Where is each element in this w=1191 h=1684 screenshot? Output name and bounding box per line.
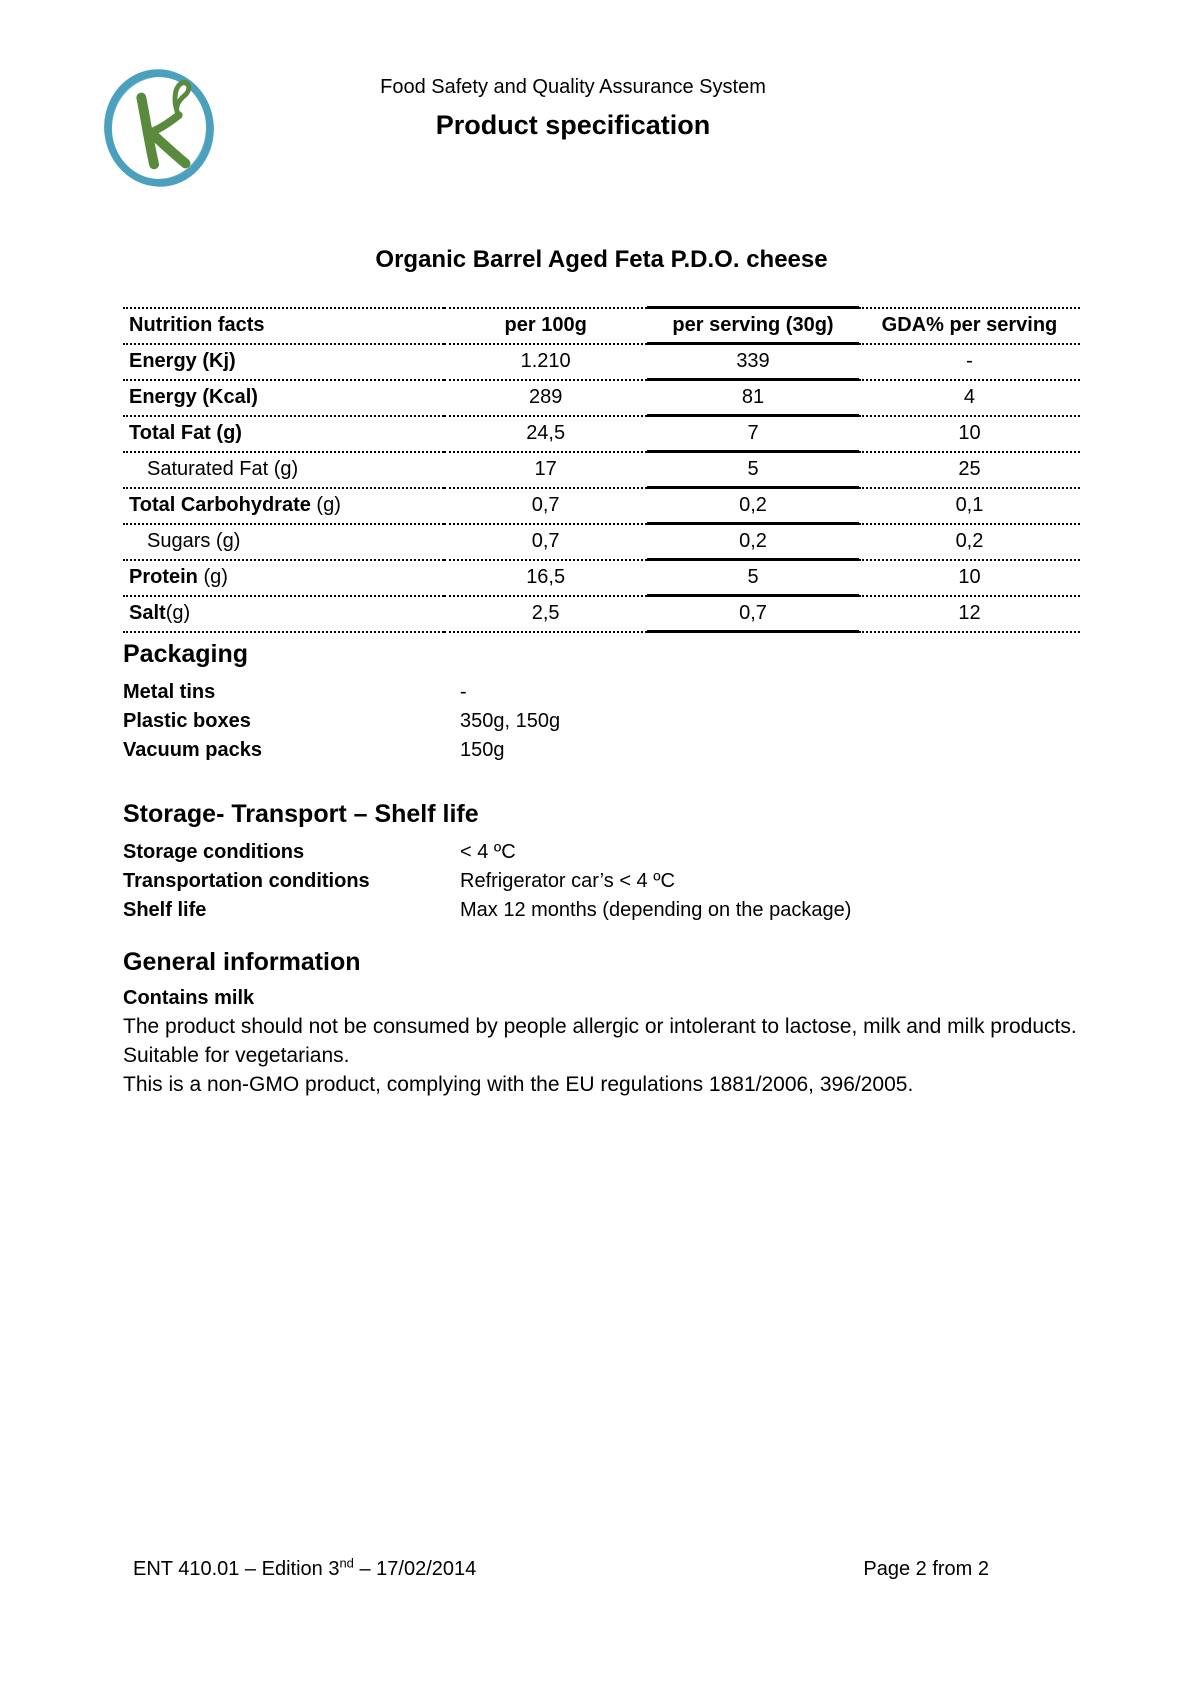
item-value: Refrigerator car’s < 4 ºC bbox=[460, 870, 675, 892]
nutrition-facts-table bbox=[123, 306, 1080, 633]
system-title: Food Safety and Quality Assurance System bbox=[380, 76, 766, 98]
page-number: Page 2 from 2 bbox=[863, 1558, 989, 1580]
header-nutrition-facts: Nutrition facts bbox=[123, 308, 444, 344]
item-label: Metal tins bbox=[123, 681, 216, 703]
table-row-protein: Protein (g) 16,5 5 10 bbox=[123, 560, 1080, 596]
packaging-item-vacuum-packs bbox=[123, 736, 560, 765]
table-row-total-fat bbox=[123, 416, 1080, 452]
cell-value: 10 bbox=[859, 416, 1080, 452]
item-value: 350g, 150g bbox=[460, 710, 561, 732]
cell-value: 289 bbox=[444, 380, 647, 416]
cell-value: 2,5 bbox=[444, 596, 647, 632]
storage-heading: Storage- Transport – Shelf life bbox=[123, 800, 479, 828]
vegetarian-statement: Suitable for vegetarians. bbox=[123, 1044, 350, 1067]
contains-milk-label: Contains milk bbox=[123, 987, 255, 1009]
cell-value: 16,5 bbox=[444, 560, 647, 596]
storage-item-shelf-life bbox=[123, 896, 851, 925]
header-per-100g: per 100g bbox=[444, 308, 647, 344]
table-row-energy-kj bbox=[123, 344, 1080, 380]
general-information-heading: General information bbox=[123, 948, 361, 976]
item-value: - bbox=[460, 681, 467, 703]
packaging-item-plastic-boxes bbox=[123, 707, 560, 736]
cell-value: 339 bbox=[647, 344, 859, 380]
table-row-energy-kcal bbox=[123, 380, 1080, 416]
item-label: Storage conditions bbox=[123, 841, 305, 863]
table-row-salt: Salt(g) 2,5 0,7 12 bbox=[123, 596, 1080, 632]
item-value: 150g bbox=[460, 739, 505, 761]
table-row-sugars bbox=[123, 524, 1080, 560]
item-label: Plastic boxes bbox=[123, 710, 251, 732]
cell-value: 10 bbox=[859, 560, 1080, 596]
allergen-statement: The product should not be consumed by people allergic or intolerant to lactose, milk and milk products. bbox=[123, 1015, 1077, 1038]
cell-value: 12 bbox=[859, 596, 1080, 632]
table-row-saturated-fat bbox=[123, 452, 1080, 488]
packaging-heading: Packaging bbox=[123, 640, 249, 668]
row-label: Total Carbohydrate bbox=[129, 494, 311, 516]
row-label: Sugars (g) bbox=[147, 530, 241, 552]
cell-value: 0,7 bbox=[444, 524, 647, 560]
row-label: Energy (Kcal) bbox=[129, 386, 258, 408]
item-label: Transportation conditions bbox=[123, 870, 370, 892]
row-label: Protein bbox=[129, 566, 198, 588]
cell-value: 0,2 bbox=[859, 524, 1080, 560]
cell-value: 7 bbox=[647, 416, 859, 452]
item-value: < 4 ºC bbox=[460, 841, 516, 863]
cell-value: 17 bbox=[444, 452, 647, 488]
cell-value: 25 bbox=[859, 452, 1080, 488]
cell-value: 1.210 bbox=[444, 344, 647, 380]
table-row-total-carbohydrate: Total Carbohydrate (g) 0,7 0,2 0,1 bbox=[123, 488, 1080, 524]
cell-value: 5 bbox=[647, 452, 859, 488]
packaging-item-metal-tins bbox=[123, 678, 560, 707]
cell-value: 4 bbox=[859, 380, 1080, 416]
cell-value: 0,2 bbox=[647, 524, 859, 560]
cell-value: 5 bbox=[647, 560, 859, 596]
document-reference: ENT 410.01 – Edition 3nd – 17/02/2014 bbox=[133, 1555, 477, 1580]
item-label: Vacuum packs bbox=[123, 739, 262, 761]
header-gda-per-serving: GDA% per serving bbox=[859, 308, 1080, 344]
table-header-row bbox=[123, 308, 1080, 344]
storage-item-storage-conditions bbox=[123, 838, 851, 867]
cell-value: 0,7 bbox=[647, 596, 859, 632]
product-title: Organic Barrel Aged Feta P.D.O. cheese bbox=[375, 246, 828, 273]
cell-value: 0,2 bbox=[647, 488, 859, 524]
storage-item-transportation-conditions bbox=[123, 867, 851, 896]
row-label: Salt bbox=[129, 602, 166, 624]
header-per-serving: per serving (30g) bbox=[647, 308, 859, 344]
packaging-section bbox=[123, 640, 560, 765]
document-title: Product specification bbox=[435, 110, 711, 140]
storage-section bbox=[123, 800, 851, 925]
general-information-section bbox=[123, 948, 1151, 1099]
cell-value: 0,1 bbox=[859, 488, 1080, 524]
cell-value: 81 bbox=[647, 380, 859, 416]
cell-value: - bbox=[859, 344, 1080, 380]
item-value: Max 12 months (depending on the package) bbox=[460, 899, 852, 921]
gmo-statement: This is a non-GMO product, complying with the EU regulations 1881/2006, 396/2005. bbox=[123, 1073, 914, 1096]
page-footer bbox=[133, 1555, 989, 1581]
row-label: Total Fat (g) bbox=[129, 422, 242, 444]
cell-value: 24,5 bbox=[444, 416, 647, 452]
cell-value: 0,7 bbox=[444, 488, 647, 524]
row-label: Energy (Kj) bbox=[129, 350, 236, 372]
row-label: Saturated Fat (g) bbox=[147, 458, 299, 480]
item-label: Shelf life bbox=[123, 899, 207, 921]
page-header bbox=[123, 76, 1023, 141]
